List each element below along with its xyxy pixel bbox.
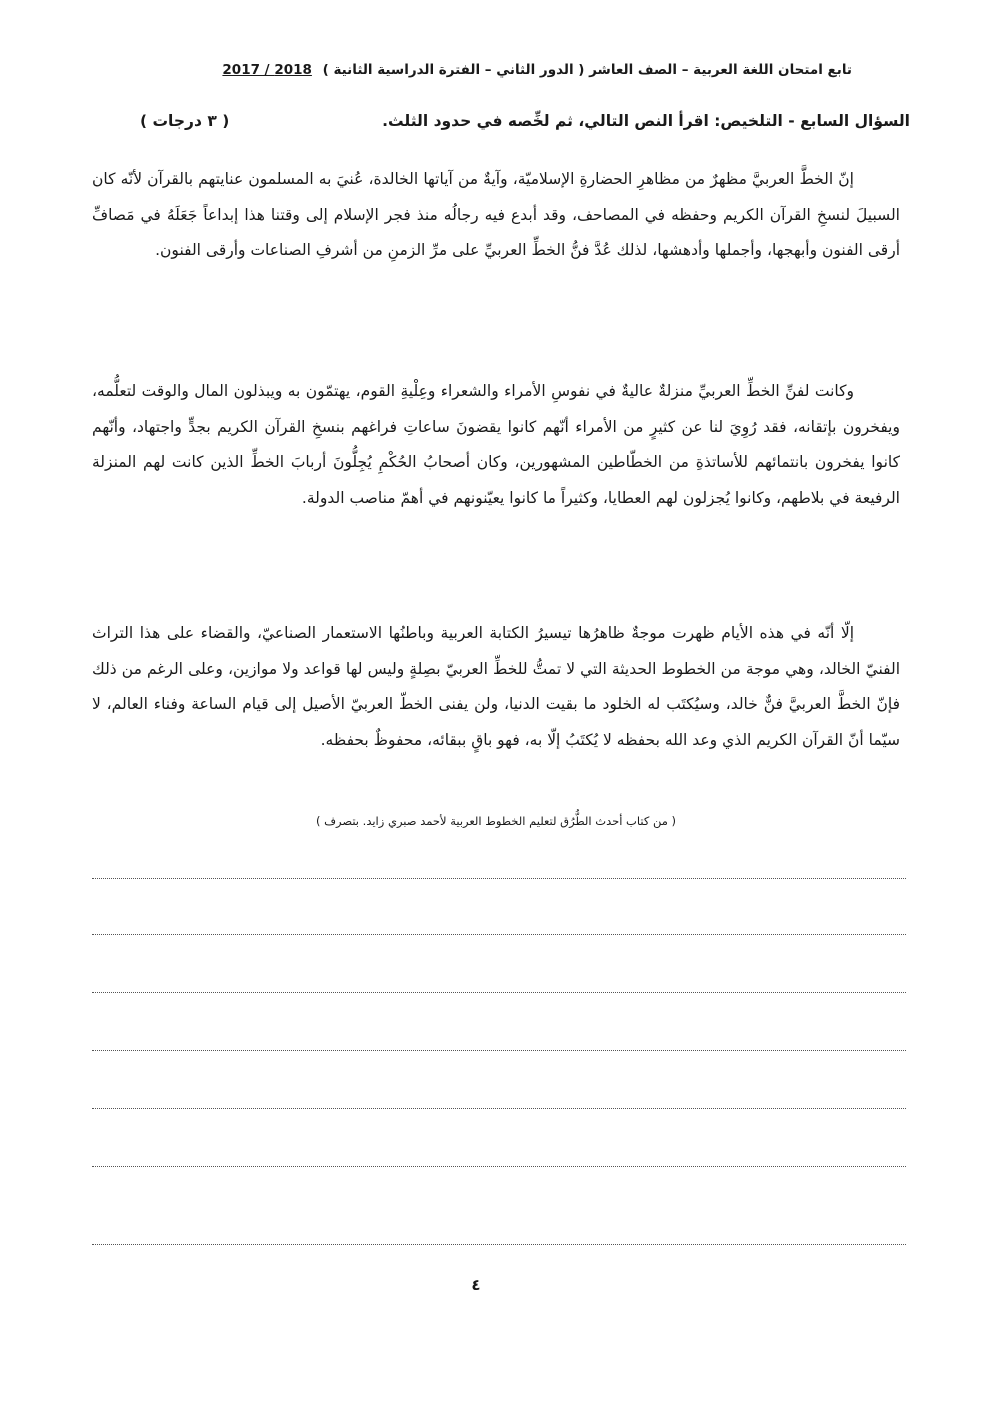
exam-header [190,62,852,86]
paragraph-2-text: وكانت لفنِّ الخطِّ العربيِّ منزلةٌ عاليةٌ في نفوسِ الأمراء والشعراء وعِلْيةِ القوم، يهتمّون به ويبذلون المال والوقت لتعلُّمه، ويفخرون بإتقانه، فقد رُوِيَ لنا عن كثيرٍ من الأمراء أنّهم كانوا يقضونَ ساعاتِ فراغهم بنسخِ القرآن الكريم بجدٍّ واجتهاد، وأنّهم كانوا يفخرون بانتمائهم للأساتذةِ من الخطّاطين المشهورين، وكان أصحابُ الحُكْمِ يُجِلُّونَ أربابَ الخطِّ الذين كانت لهم المنزلة الرفيعة في بلاطهم، وكانوا يُجزلون لهم العطايا، وكثيراً ما كانوا يعيّنونهم في أهمّ مناصب الدولة. [92,382,900,507]
header-title: تابع امتحان اللغة العربية – الصف العاشر ( الدور الثاني – الفترة الدراسية الثانية ) [322,62,852,78]
answer-line[interactable] [92,992,906,993]
paragraph-2 [92,374,900,516]
answer-line[interactable] [92,1166,906,1167]
question-marks: ( ٣ درجات ) [140,112,230,130]
answer-line[interactable] [92,934,906,935]
answer-line[interactable] [92,1244,906,1245]
question-row [140,112,910,142]
paragraph-1 [92,162,900,269]
answer-line[interactable] [92,1108,906,1109]
answer-line[interactable] [92,1050,906,1051]
answer-line[interactable] [92,878,906,879]
source-citation: ( من كتاب أحدث الطُّرُق لتعليم الخطوط العربية لأحمد صبري زايد. بتصرف ) [315,814,677,828]
page-number: ٤ [471,1276,481,1294]
header-year: 2018 / 2017 [222,62,312,78]
paragraph-1-text: إنّ الخطَّ العربيَّ مظهرٌ من مظاهرِ الحضارةِ الإسلاميّة، وآيةٌ من آياتها الخالدة، عُنيَ به المسلمون عنايتهم بالقرآن لأنّه كان السبيلَ لنسخِ القرآن الكريم وحفظه في المصاحف، وقد أبدع فيه رجالُه منذ فجر الإسلام إلى وقتنا هذا إبداعاً جَعَلَهُ في مَصافِّ أرقى الفنون وأبهجها، وأجملها وأدهشها، لذلك عُدَّ فنُّ الخطِّ العربيِّ على مرِّ الزمنِ من أشرفِ الصناعات وأرقى الفنون. [92,170,900,259]
paragraph-3-text: إلّا أنّه في هذه الأيام ظهرت موجةٌ ظاهرُها تيسيرُ الكتابة العربية وباطنُها الاستعمار الصناعيّ، والقضاء على هذا التراث الفنيّ الخالد، وهي موجة من الخطوط الحديثة التي لا تمتُّ للخطِّ العربيّ بصِلةٍ وليس لها قواعد ولا موازين، وعلى الرغم من ذلك فإنّ الخطَّ العربيَّ فنٌّ خالد، وسيُكتَب له الخلود ما بقيت الدنيا، ولن يفنى الخطّ العربيّ الأصيل إلى قيام الساعة وفناء العالم، لا سيّما أنّ القرآن الكريم الذي وعد الله بحفظه لا يُكتَبُ إلّا به، فهو باقٍ ببقائه، محفوظٌ بحفظه. [92,624,900,749]
question-text: السؤال السابع - التلخيص: اقرأ النص التالي، ثم لخِّصه في حدود الثلث. [382,112,910,130]
paragraph-3 [92,616,900,758]
